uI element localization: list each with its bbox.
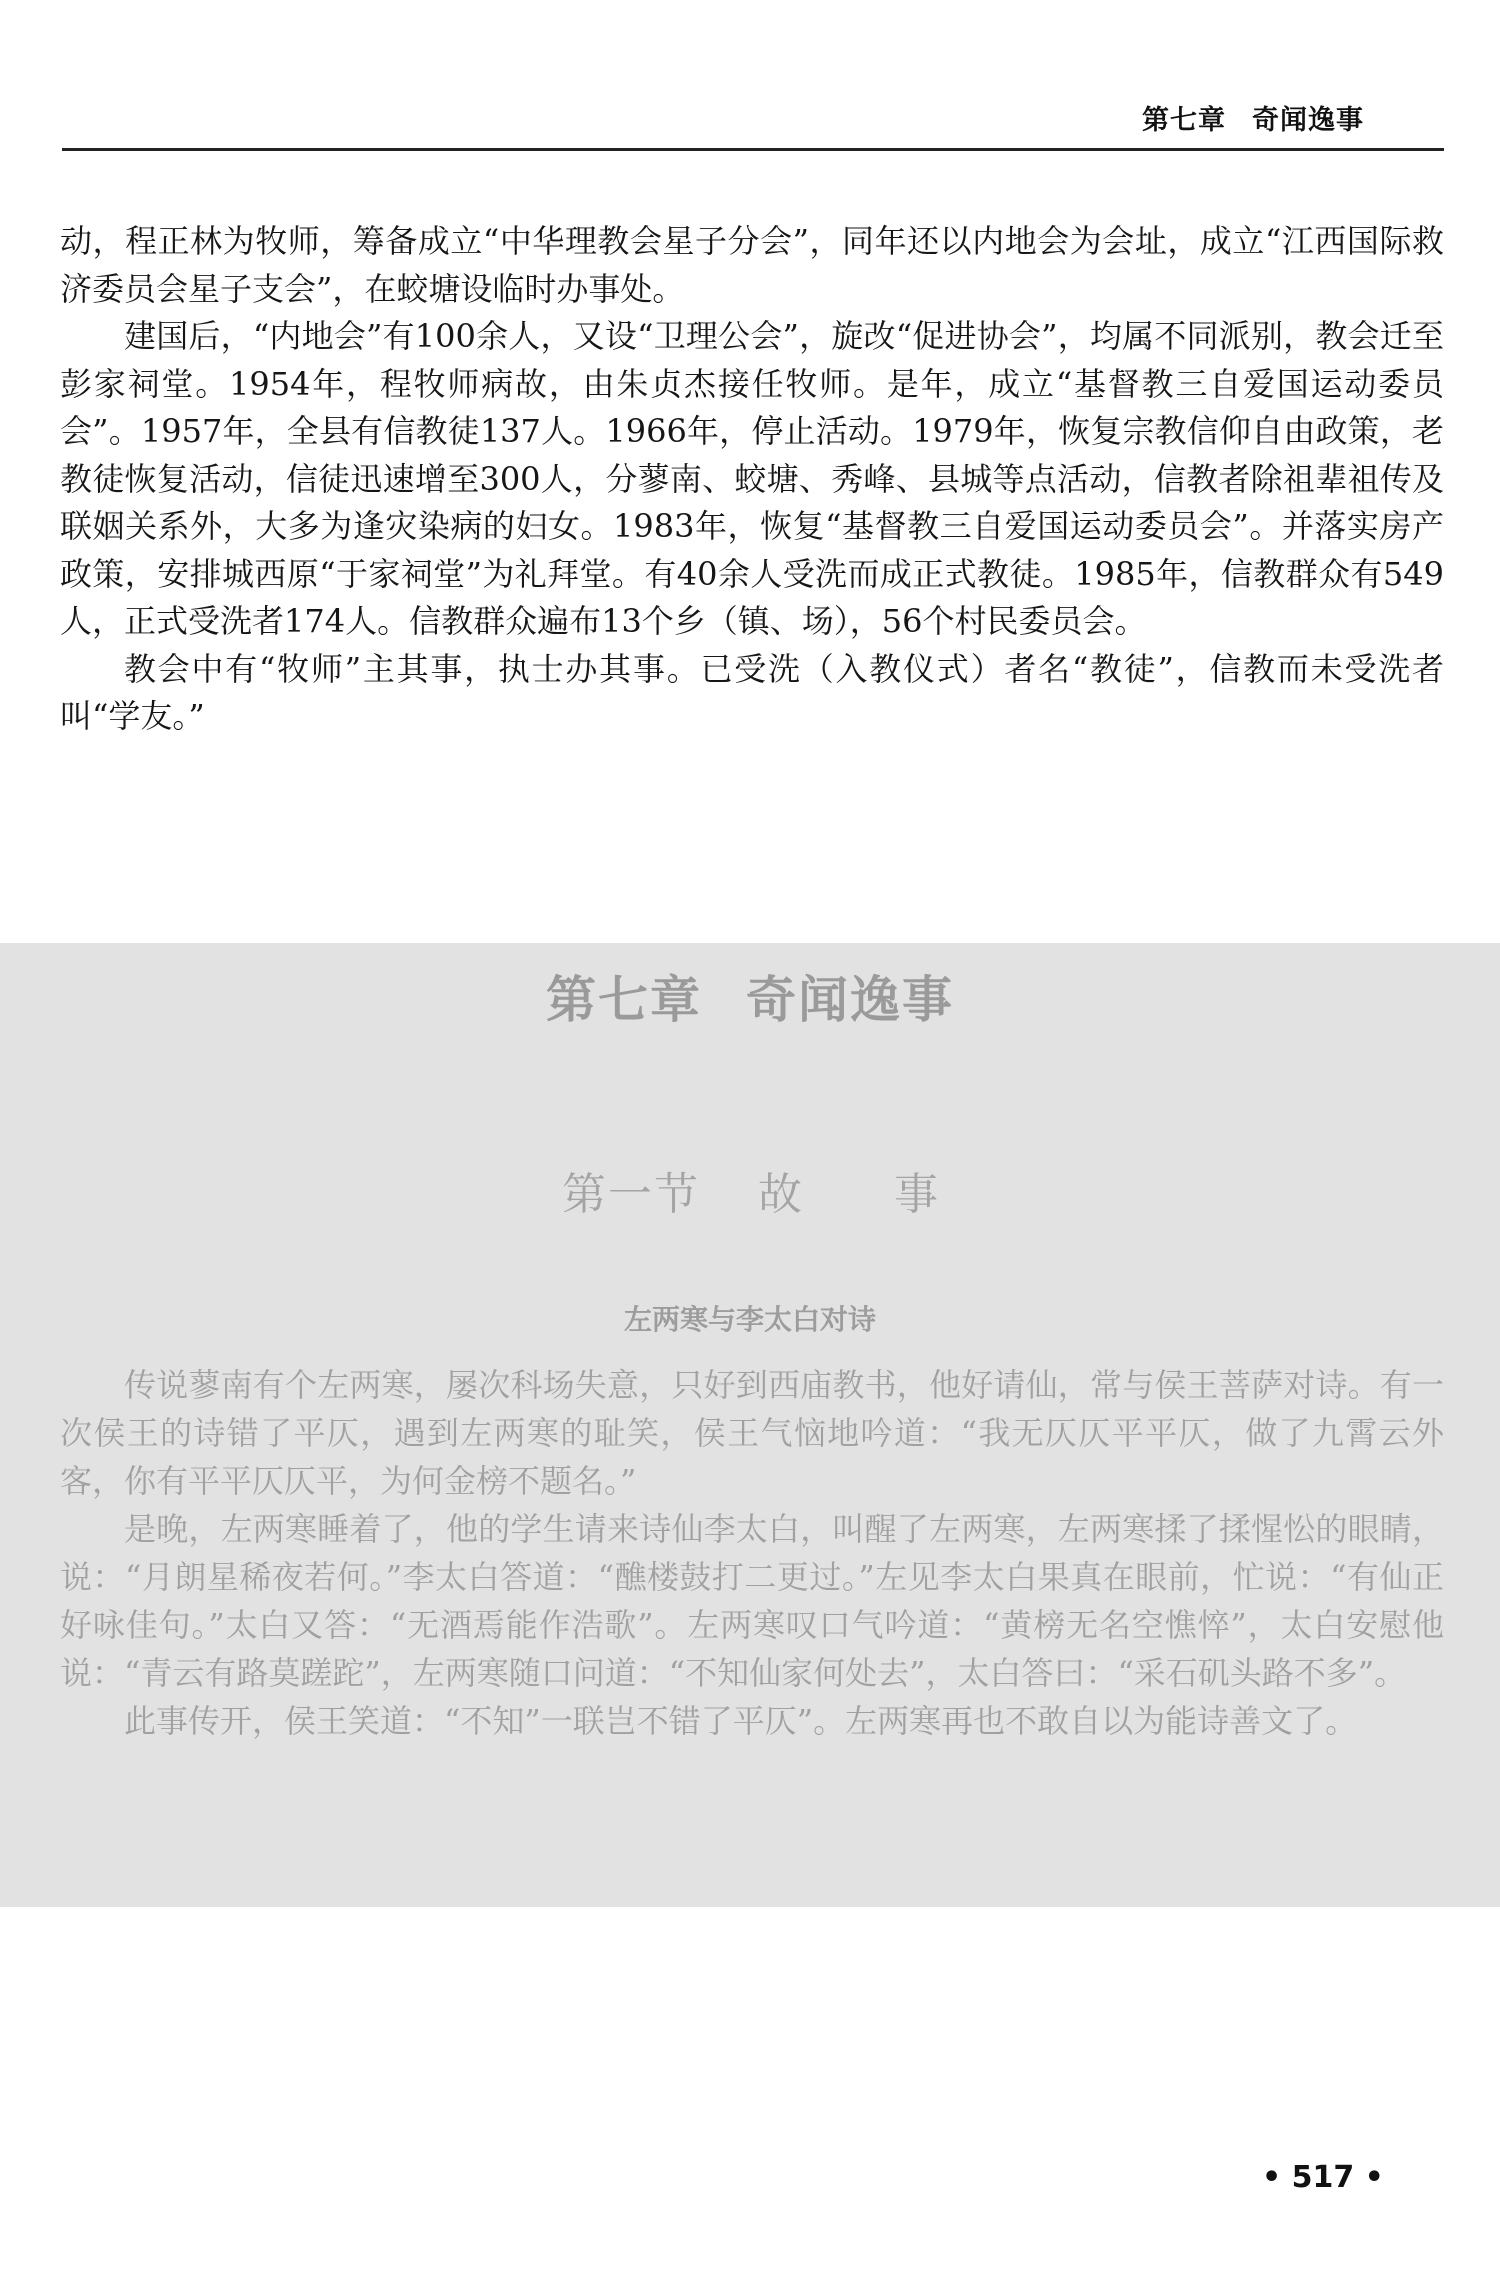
body-text — [60, 218, 1444, 741]
header-title: 奇闻逸事 — [1252, 105, 1364, 136]
section-number: 第一节 — [562, 1169, 700, 1220]
section-title — [0, 1158, 1500, 1222]
running-header — [1142, 98, 1442, 137]
body-paragraph: 教会中有“牧师”主其事，执士办其事。已受洗（入教仪式）者名“教徒”，信教而未受洗者叫“学友。” — [60, 649, 1444, 735]
story-paragraph: 是晚，左两寒睡着了，他的学生请来诗仙李太白，叫醒了左两寒，左两寒揉了揉惺忪的眼睛，说：“月朗星稀夜若何。”李太白答道：“醮楼鼓打二更过。”左见李太白果真在眼前，忙说：“有仙正好咏佳句。”太白又答：“无酒焉能作浩歌”。左两寒叹口气吟道：“黄榜无名空憔悴”，太白安慰他说：“青云有路莫蹉跎”，左两寒随口问道：“不知仙家何处去”，太白答曰：“采石矶头路不多”。 — [60, 1510, 1444, 1692]
chapter-title-number: 第七章 — [546, 971, 702, 1029]
section-title-char: 事 — [894, 1169, 938, 1220]
body-paragraph: 动，程正林为牧师，筹备成立“中华理教会星子分会”，同年还以内地会为会址，成立“江西国际救济委员会星子支会”，在蛟塘设临时办事处。 — [60, 222, 1444, 308]
story-paragraph: 传说蓼南有个左两寒，屡次科场失意，只好到西庙教书，他好请仙，常与侯王菩萨对诗。有一次侯王的诗错了平仄，遇到左两寒的耻笑，侯王气恼地吟道：“我无仄仄平平仄，做了九霄云外客，你有平平仄仄平，为何金榜不题名。” — [60, 1366, 1444, 1500]
story-title: 左两寒与李太白对诗 — [623, 1303, 876, 1336]
chapter-title-text: 奇闻逸事 — [746, 971, 954, 1029]
header-chapter: 第七章 — [1142, 105, 1226, 136]
story-text — [60, 1361, 1444, 1745]
chapter-title — [0, 960, 1500, 1032]
story-paragraph: 此事传开，侯王笑道：“不知”一联岂不错了平仄”。左两寒再也不敢自以为能诗善文了。 — [124, 1702, 1358, 1740]
header-rule — [62, 148, 1444, 151]
page-number: • 517 • — [1262, 2160, 1384, 2195]
section-title-char: 故 — [758, 1169, 802, 1220]
body-paragraph: 建国后，“内地会”有100余人，又设“卫理公会”，旋改“促进协会”，均属不同派别，教会迁至彭家祠堂。1954年，程牧师病故，由朱贞杰接任牧师。是年，成立“基督教三自爱国运动委员会”。1957年，全县有信教徒137人。1966年，停止活动。1979年，恢复宗教信仰自由政策，老教徒恢复活动，信徒迅速增至300人，分蓼南、蛟塘、秀峰、县城等点活动，信教者除祖辈祖传及联姻关系外，大多为逢灾染病的妇女。1983年，恢复“基督教三自爱国运动委员会”。并落实房产政策，安排城西原“于家祠堂”为礼拜堂。有40余人受洗而成正式教徒。1985年，信教群众有549人，正式受洗者174人。信教群众遍布13个乡（镇、场），56个村民委员会。 — [60, 317, 1444, 640]
